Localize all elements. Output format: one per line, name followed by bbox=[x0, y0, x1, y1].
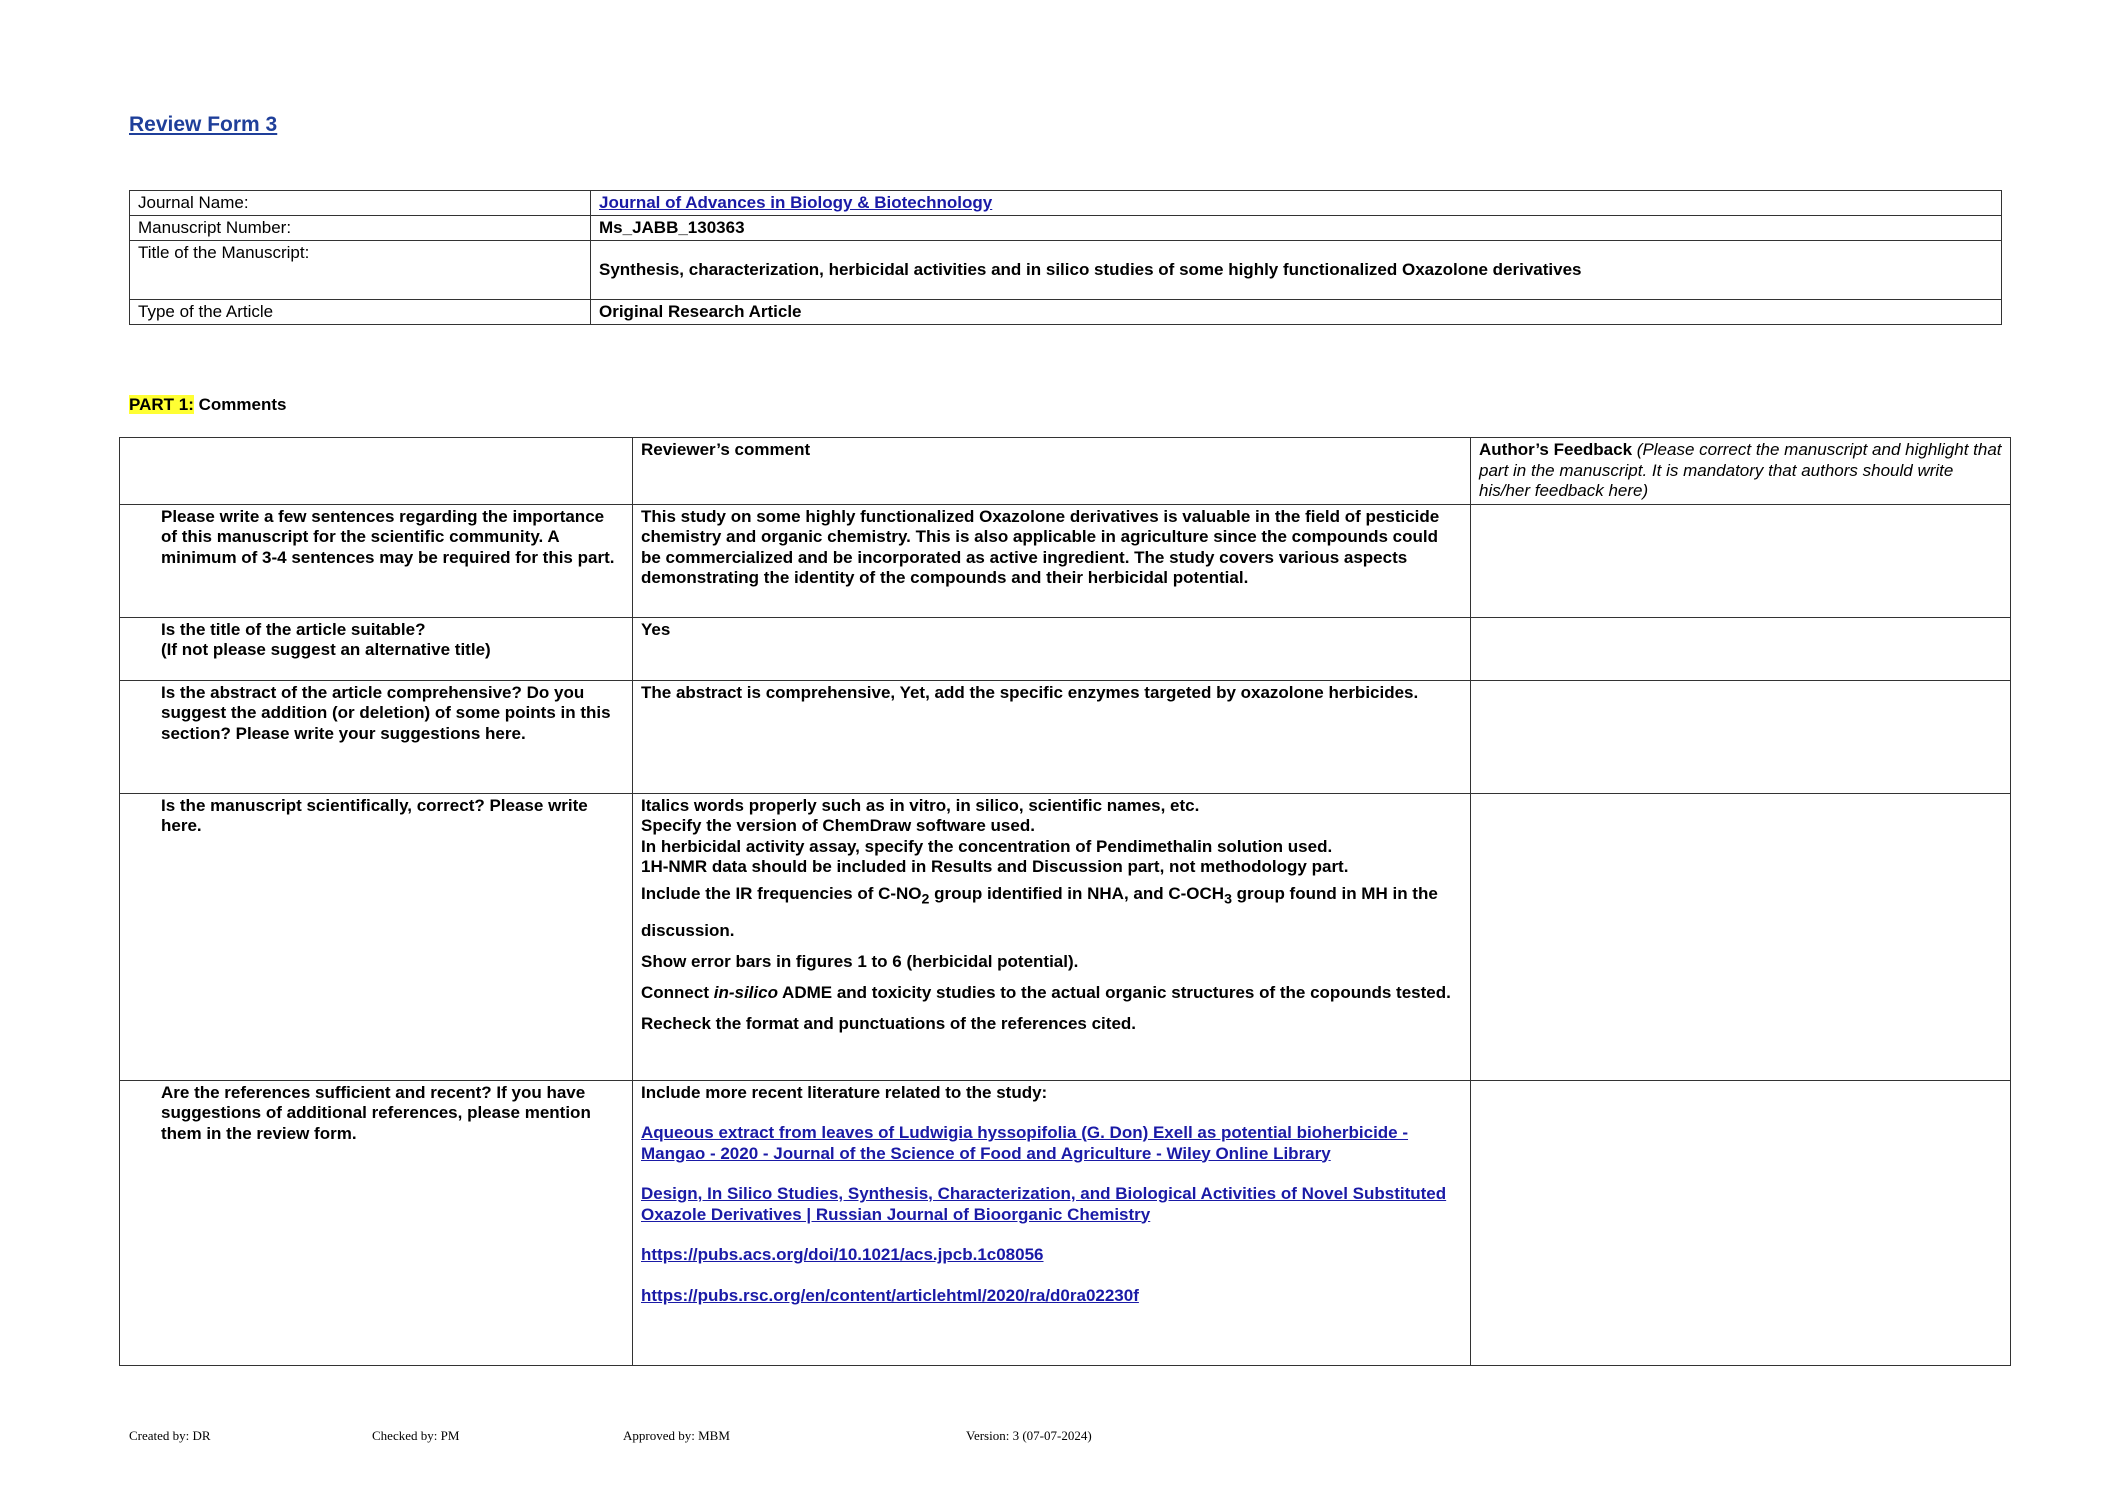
comment-row-abstract bbox=[120, 680, 2011, 793]
footer-version: Version: 3 (07-07-2024) bbox=[966, 1428, 1092, 1443]
author-feedback-cell[interactable] bbox=[1471, 680, 2011, 793]
references-intro: Include more recent literature related to the study: bbox=[641, 1082, 1048, 1102]
reference-link[interactable]: https://pubs.acs.org/doi/10.1021/acs.jpcb.1c08056 bbox=[641, 1245, 1044, 1264]
author-feedback-cell[interactable] bbox=[1471, 504, 2011, 617]
comment-row-references bbox=[120, 1080, 2011, 1365]
reviewer-comment-cell: The abstract is comprehensive, Yet, add the specific enzymes targeted by oxazolone herbicides. bbox=[633, 680, 1471, 793]
question-cell: Is the manuscript scientifically, correct? Please write here. bbox=[120, 793, 633, 1080]
error-bars-comment: Show error bars in figures 1 to 6 (herbicidal potential). bbox=[641, 951, 1079, 971]
manuscript-title-value: Synthesis, characterization, herbicidal activities and in silico studies of some highly functionalized Oxazolone derivatives bbox=[591, 241, 2002, 300]
author-feedback-cell[interactable] bbox=[1471, 1080, 2011, 1365]
reviewer-comment-header: Reviewer’s comment bbox=[633, 438, 1471, 505]
journal-row bbox=[130, 191, 2002, 216]
author-feedback-cell[interactable] bbox=[1471, 793, 2011, 1080]
question-cell bbox=[120, 617, 633, 680]
question-line: (If not please suggest an alternative title) bbox=[161, 640, 491, 659]
connect-comment: Connect in-silico ADME and toxicity studies to the actual organic structures of the copounds tested. bbox=[641, 982, 1451, 1002]
footer-checked-by: Checked by: PM bbox=[372, 1428, 460, 1443]
comment-line: Italics words properly such as in vitro, in silico, scientific names, etc. bbox=[641, 795, 1200, 815]
author-feedback-instruction: (Please correct the manuscript and highlight that part in the manuscript. It is mandatory that authors should write his/her feedback here) bbox=[1479, 440, 2002, 500]
journal-link[interactable]: Journal of Advances in Biology & Biotechnology bbox=[599, 193, 993, 212]
comment-row-title bbox=[120, 617, 2011, 680]
part-heading bbox=[129, 395, 286, 415]
author-feedback-title: Author’s Feedback bbox=[1479, 440, 1633, 459]
article-type-label: Type of the Article bbox=[130, 300, 591, 325]
manuscript-title-label: Title of the Manuscript: bbox=[130, 241, 591, 300]
author-feedback-header bbox=[1471, 438, 2011, 505]
article-type-value: Original Research Article bbox=[591, 300, 2002, 325]
reviewer-comment-cell bbox=[633, 793, 1471, 1080]
question-cell: Is the abstract of the article comprehensive? Do you suggest the addition (or deletion) of some points in this section? Please write your suggestions here. bbox=[120, 680, 633, 793]
part-label: PART 1: bbox=[129, 395, 194, 414]
article-type-row bbox=[130, 300, 2002, 325]
manuscript-number-row bbox=[130, 216, 2002, 241]
part-title: Comments bbox=[198, 395, 287, 414]
comments-header-row bbox=[120, 438, 2011, 505]
reviewer-comment-cell: Yes bbox=[633, 617, 1471, 680]
form-title: Review Form 3 bbox=[129, 113, 278, 136]
footer-approved-by: Approved by: MBM bbox=[623, 1428, 730, 1443]
author-feedback-cell[interactable] bbox=[1471, 617, 2011, 680]
question-line: Is the title of the article suitable? bbox=[161, 619, 426, 639]
comment-line: 1H-NMR data should be included in Results and Discussion part, not methodology part. bbox=[641, 857, 1349, 876]
footer-created-by: Created by: DR bbox=[129, 1428, 211, 1443]
header-empty-cell bbox=[120, 438, 633, 505]
question-cell: Are the references sufficient and recent? If you have suggestions of additional references, please mention them in the review form. bbox=[120, 1080, 633, 1365]
comment-line: Specify the version of ChemDraw software used. bbox=[641, 816, 1035, 835]
comment-line: In herbicidal activity assay, specify the concentration of Pendimethalin solution used. bbox=[641, 836, 1333, 856]
journal-label: Journal Name: bbox=[130, 191, 591, 216]
manuscript-number-label: Manuscript Number: bbox=[130, 216, 591, 241]
reference-link[interactable]: https://pubs.rsc.org/en/content/articlehtml/2020/ra/d0ra02230f bbox=[641, 1285, 1139, 1305]
comment-row-importance bbox=[120, 504, 2011, 617]
recheck-comment: Recheck the format and punctuations of the references cited. bbox=[641, 1013, 1137, 1033]
question-cell: Please write a few sentences regarding the importance of this manuscript for the scientific community. A minimum of 3-4 sentences may be required for this part. bbox=[120, 504, 633, 617]
reviewer-comment-cell bbox=[633, 1080, 1471, 1365]
reference-link[interactable]: Aqueous extract from leaves of Ludwigia hyssopifolia (G. Don) Exell as potential bioherbicide - Mangao - 2020 - Journal of the Science of Food and Agriculture - Wiley Online Library bbox=[641, 1123, 1409, 1163]
comments-table bbox=[119, 437, 2011, 1366]
manuscript-info-table bbox=[129, 190, 2002, 325]
comment-row-scientific bbox=[120, 793, 2011, 1080]
reviewer-comment-cell: This study on some highly functionalized Oxazolone derivatives is valuable in the field of pesticide chemistry and organic chemistry. This is also applicable in agriculture since the compounds could be commercialized and be incorporated as active ingredient. The study covers various aspects demonstrating the identity of the compounds and their herbicidal potential. bbox=[633, 504, 1471, 617]
manuscript-title-row bbox=[130, 241, 2002, 300]
manuscript-number-value: Ms_JABB_130363 bbox=[591, 216, 2002, 241]
ir-frequency-comment: Include the IR frequencies of $C-NO_2$ group identified in NHA, and $C-OCH_3$ group found in MH in the discussion. bbox=[641, 883, 1438, 940]
reference-link[interactable]: Design, In Silico Studies, Synthesis, Characterization, and Biological Activities of Novel Substituted Oxazole Derivatives | Russian Journal of Bioorganic Chemistry bbox=[641, 1184, 1447, 1224]
